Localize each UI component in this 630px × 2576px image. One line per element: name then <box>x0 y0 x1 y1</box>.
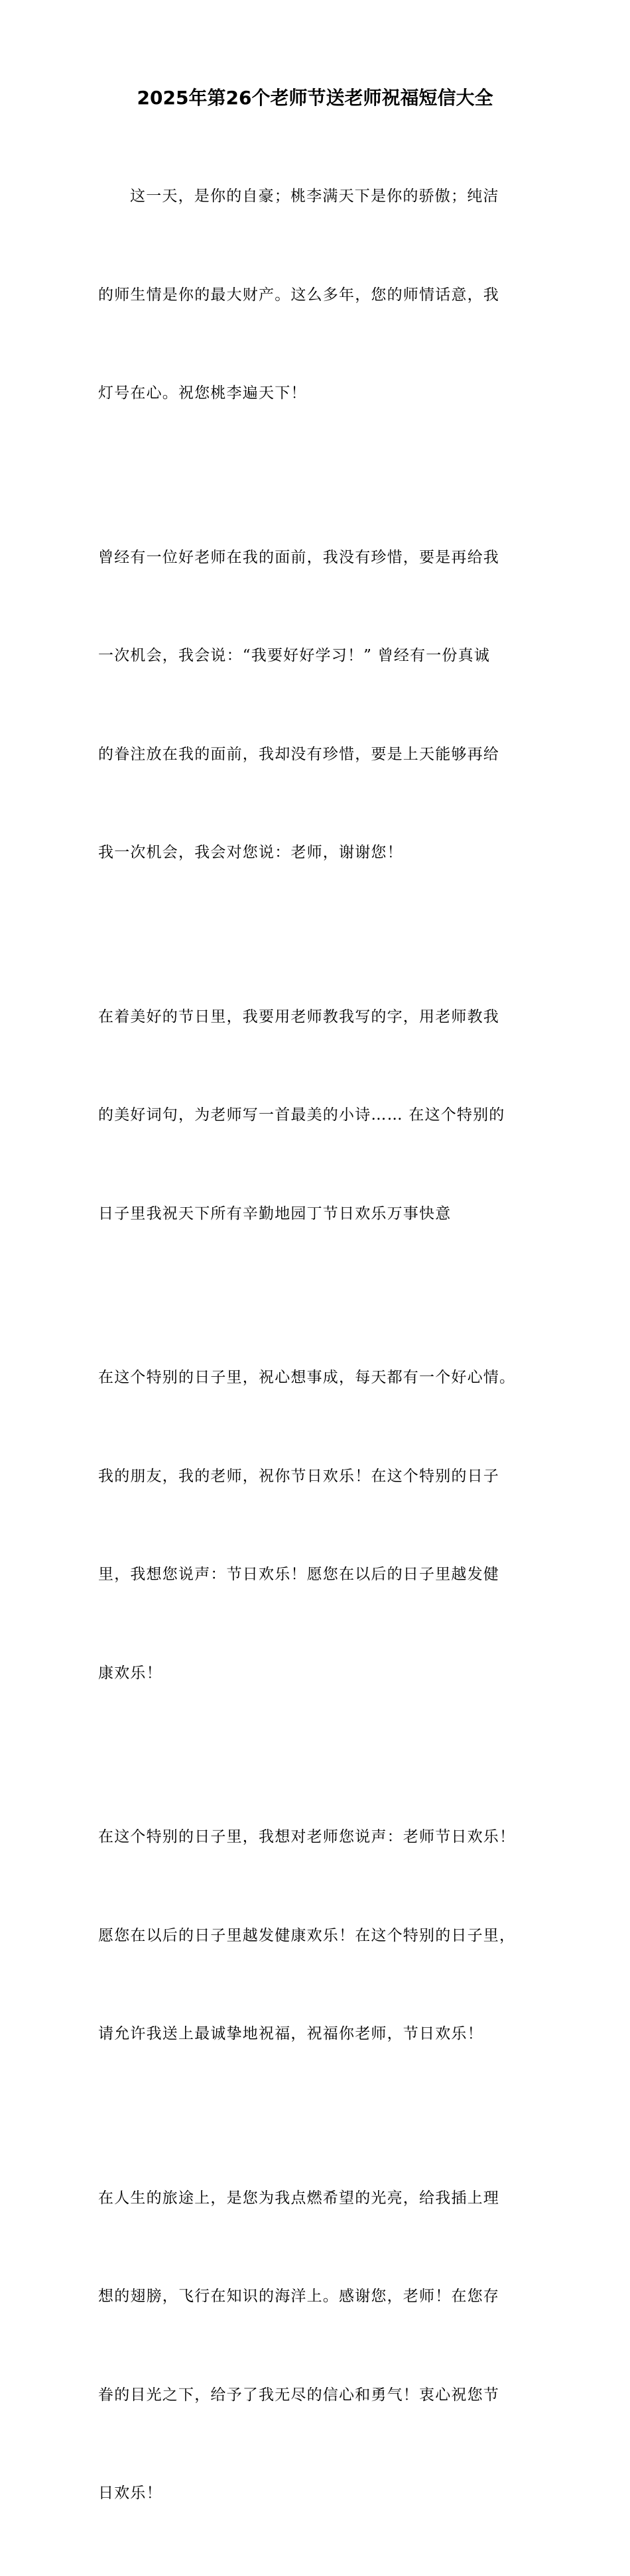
text-line: 请允许我送上最诚挚地祝福，祝福你老师，节日欢乐！ <box>98 2025 483 2042</box>
paragraph-4 <box>98 1296 536 1755</box>
text-line: 在这个特别的日子里，我想对老师您说声：老师节日欢乐！ <box>98 1828 516 1845</box>
text-line: 的师生情是你的最大财产。这么多年，您的师情话意，我 <box>98 286 499 304</box>
text-line: 我的朋友，我的老师，祝你节日欢乐！在这个特别的日子 <box>98 1467 499 1485</box>
paragraph-5 <box>98 1755 536 2117</box>
paragraph-3 <box>98 935 536 1297</box>
text-line: 灯号在心。祝您桃李遍天下！ <box>98 384 307 402</box>
text-line: 眷的目光之下，给予了我无尽的信心和勇气！衷心祝您节 <box>98 2386 499 2404</box>
document-title: 2025年第26个老师节送老师祝福短信大全 <box>137 87 493 109</box>
text-line: 康欢乐！ <box>98 1664 162 1682</box>
text-line: 在着美好的节日里，我要用老师教我写的字，用老师教我 <box>98 1008 499 1025</box>
text-line: 的眷注放在我的面前，我却没有珍惜，要是上天能够再给 <box>98 745 499 763</box>
text-line: 这一天，是你的自豪；桃李满天下是你的骄傲；纯洁 <box>130 188 499 205</box>
text-line: 愿您在以后的日子里越发健康欢乐！在这个特别的日子里， <box>98 1926 516 1944</box>
paragraph-1 <box>98 115 536 476</box>
text-line: 里，我想您说声：节日欢乐！愿您在以后的日子里越发健 <box>98 1566 499 1583</box>
text-line: 我一次机会，我会对您说：老师，谢谢您！ <box>98 844 403 861</box>
text-line: 在这个特别的日子里，祝心想事成，每天都有一个好心情。 <box>98 1369 516 1386</box>
paragraph-6 <box>98 2117 536 2576</box>
text-line: 曾经有一位好老师在我的面前，我没有珍惜，要是再给我 <box>98 548 499 566</box>
document-body <box>98 115 536 2576</box>
text-line: 日子里我祝天下所有辛勤地园丁节日欢乐万事快意 <box>98 1204 452 1222</box>
text-line: 的美好词句，为老师写一首最美的小诗…… 在这个特别的 <box>98 1106 505 1124</box>
text-line: 想的翅膀，飞行在知识的海洋上。感谢您，老师！在您存 <box>98 2288 499 2305</box>
paragraph-2 <box>98 476 536 935</box>
text-line: 一次机会，我会说：“我要好好学习！” 曾经有一份真诚 <box>98 647 491 664</box>
text-line: 在人生的旅途上，是您为我点燃希望的光亮，给我插上理 <box>98 2189 499 2207</box>
text-line: 日欢乐！ <box>98 2485 162 2502</box>
